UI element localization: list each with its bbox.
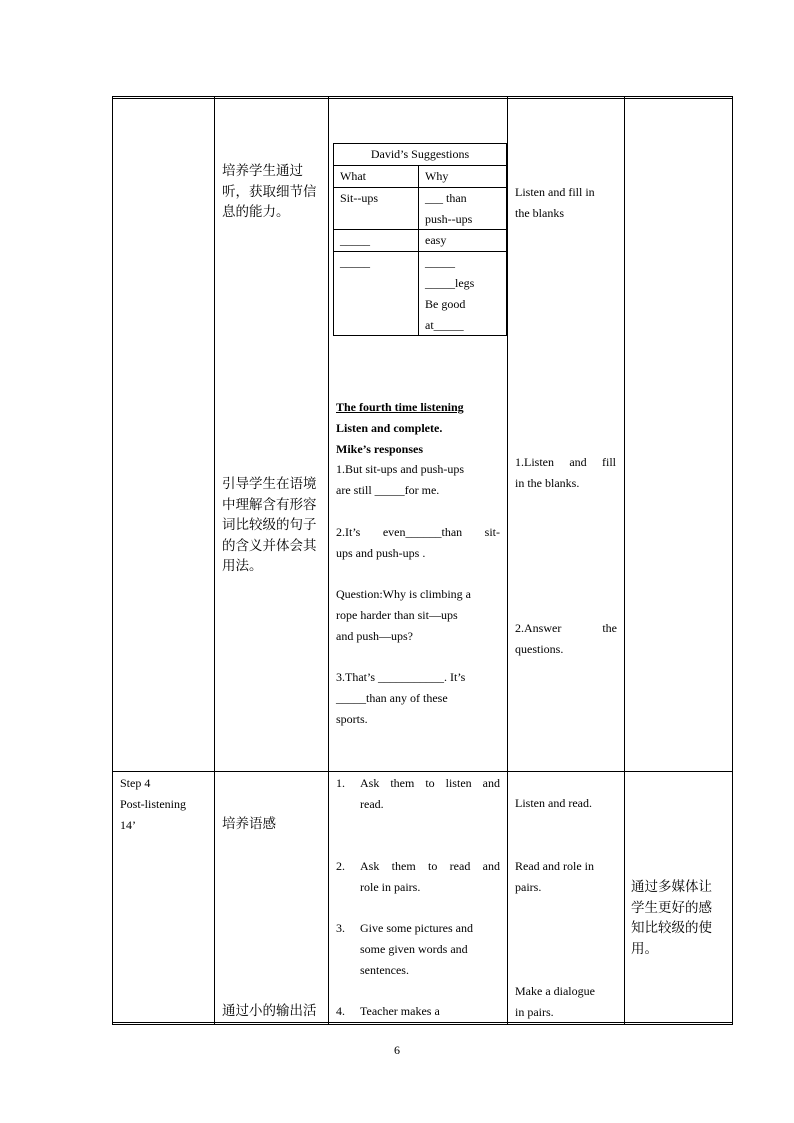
why-cell: _____ _____legs Be good at_____ <box>419 252 507 336</box>
step-4-cell: Step 4 Post-listening 14’ <box>120 776 187 832</box>
mike-responses-label: Mike’s responses <box>336 441 423 456</box>
what-cell: _____ <box>334 230 419 252</box>
teacher-step-4: Teacher makes a <box>360 1004 440 1018</box>
fourth-listening-heading: The fourth time listening <box>336 400 464 414</box>
col-line-5 <box>732 96 733 1025</box>
objective-detail-listening: 培养学生通过 听，获取细节信 息的能力。 <box>222 163 317 221</box>
table-top-border-2 <box>112 98 733 99</box>
teacher-step-4-number: 4. <box>336 1004 345 1018</box>
teacher-step-3-number: 3. <box>336 921 345 935</box>
listen-complete-label: Listen and complete. <box>336 420 443 435</box>
col-why-header: Why <box>419 166 507 188</box>
student-read-role: Read and role in pairs. <box>515 859 594 894</box>
col-line-4 <box>624 96 625 1025</box>
student-make-dialogue: Make a dialogue in pairs. <box>515 984 595 1019</box>
suggestions-title: David’s Suggestions <box>334 144 507 166</box>
fourth-listening-block <box>336 397 500 730</box>
question-why-climbing: Question:Why is climbing a rope harder than sit—ups and push—ups? <box>336 587 471 643</box>
page-number: 6 <box>394 1043 400 1057</box>
why-cell: ___ than push--ups <box>419 187 507 230</box>
teacher-step-3: Give some pictures and some given words and sentences. <box>360 921 473 977</box>
table-bottom-border-2 <box>112 1024 733 1025</box>
multimedia-note: 通过多媒体让 学生更好的感 知比较级的使 用。 <box>631 879 712 957</box>
col-what-header: What <box>334 166 419 188</box>
col-line-2 <box>328 96 329 1025</box>
what-cell: _____ <box>334 252 419 336</box>
table-top-border <box>112 96 733 97</box>
col-line-3 <box>507 96 508 1025</box>
davids-suggestions-table <box>333 143 507 336</box>
question-2: 2.It’s even______than sit- ups and push-ups . <box>336 524 500 560</box>
col-line-1 <box>214 96 215 1025</box>
teacher-step-1: Ask them to listen and read. <box>360 776 500 811</box>
col-line-0 <box>112 96 113 1025</box>
objective-output-activity: 通过小的输出活 <box>222 1003 317 1019</box>
what-cell: Sit--ups <box>334 187 419 230</box>
objective-language-sense: 培养语感 <box>222 816 276 832</box>
row-divider <box>112 771 733 772</box>
question-3: 3.That’s ___________. It’s _____than any of these sports. <box>336 670 466 726</box>
teacher-step-2: Ask them to read and role in pairs. <box>360 859 500 894</box>
teacher-step-1-number: 1. <box>336 776 345 790</box>
why-cell: easy <box>419 230 507 252</box>
student-listen-read: Listen and read. <box>515 796 592 810</box>
teacher-step-2-number: 2. <box>336 859 345 873</box>
table-bottom-border <box>112 1022 733 1023</box>
question-1: 1.But sit-ups and push-ups are still _____for me. <box>336 462 465 498</box>
student-activity-answer: 2.Answer the questions. <box>515 621 617 656</box>
student-activity-fill: Listen and fill in the blanks <box>515 185 595 220</box>
objective-comparative: 引导学生在语境 中理解含有形容 词比较级的句子 的含义并体会其 用法。 <box>222 476 317 575</box>
student-activity-listen: 1.Listen and fill in the blanks. <box>515 455 616 490</box>
